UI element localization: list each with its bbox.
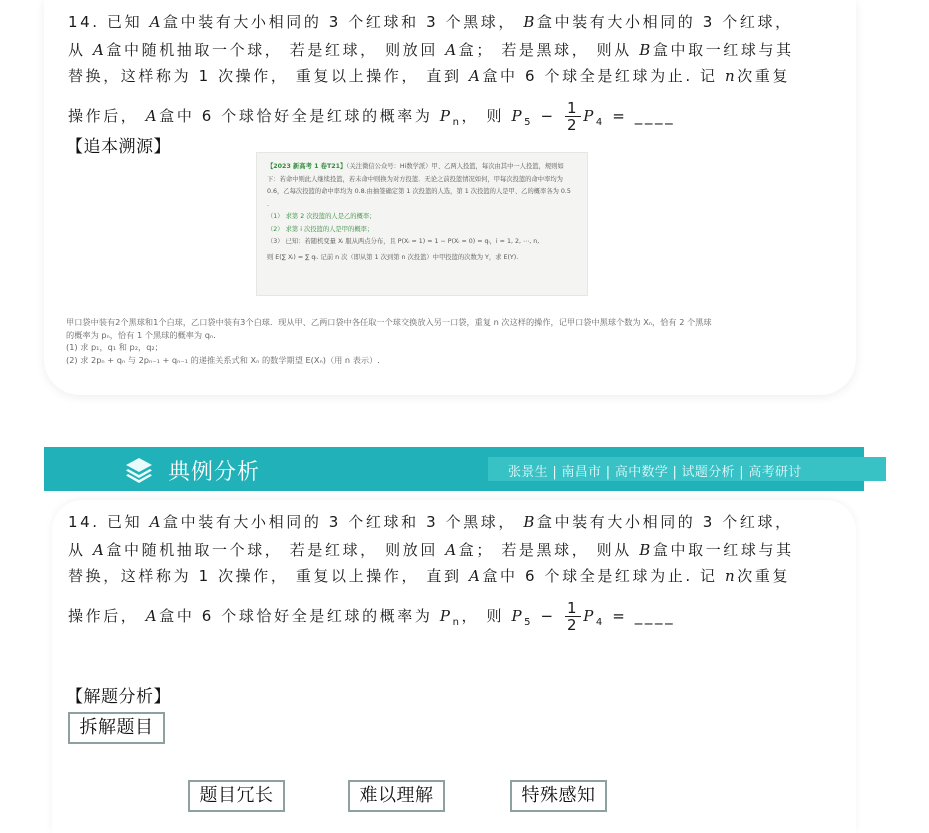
analysis-heading: 【解题分析】 [66, 687, 171, 707]
problem-line: 替换，这样称为 1 次操作， 重复以上操作， 直到 A盒中 6 个球全是红球为止. 记 n次重复 [68, 567, 791, 585]
problem-line: 操作后， A盒中 6 个球恰好全是红球的概率为 $P_n$， 则 $P_5$ − $\frac{1}{2}$ $P_4$ = ____ [68, 99, 676, 134]
problem-line: 14. 已知 A盒中装有大小相同的 3 个红球和 3 个黑球， B盒中装有大小相同的 3 个红球， [68, 13, 793, 31]
problem-line: 14. 已知 A盒中装有大小相同的 3 个红球和 3 个黑球， B盒中装有大小相同的 3 个红球， [68, 513, 793, 531]
banner-title: 典例分析 [168, 460, 261, 485]
stack-layers-icon [124, 455, 154, 485]
section-banner [44, 447, 864, 491]
problem-line: 从 A盒中随机抽取一个球， 若是红球， 则放回 A盒； 若是黑球， 则从 B盒中取一红球与其 [68, 41, 794, 59]
source-heading: 【追本溯源】 [66, 137, 171, 157]
problem-line: 从 A盒中随机抽取一个球， 若是红球， 则放回 A盒； 若是黑球， 则从 B盒中取一红球与其 [68, 541, 794, 559]
related-problem: 甲口袋中装有2个黑球和1个白球，乙口袋中装有3个白球．现从甲、乙两口袋中各任取一个球交换放入另一口袋，重复 n 次这样的操作，记甲口袋中黑球个数为 Xₙ，恰有 2 个黑球 的概率为 pₙ，恰有 1 个黑球的概率为 qₙ. (1) 求 p₁，q₁ 和 p₂，q₂； (2) 求 2pₙ + qₙ 与 2pₙ₋₁ + qₙ₋₁ 的递推关系式和 Xₙ 的数学期望 E(Xₙ)（用 n 表示）. [66, 317, 712, 365]
fraction: $\frac{1}{2}$ [567, 599, 580, 634]
breakdown-box: 拆解题目 [68, 712, 165, 744]
fraction: $\frac{1}{2}$ [567, 99, 580, 134]
source-problem-image: 【2023 新高考 1 卷T21】（关注微信公众号：Hi数学派）甲、乙两人投篮，每次由其中一人投篮，规则如 下：若命中则此人继续投篮，若未命中则换为对方投篮．无论之前投篮情况如何，甲每次投篮的命中率均为 0.6，乙每次投篮的命中率均为 0.8.由抽签确定第 1 次投篮的人选，第 1 次投篮的人是甲、乙的概率各为 0.5 . （1） 求第 2 次投篮的人是乙的概率； （2） 求第 i 次投篮的人是甲的概率； （3） 已知：若随机变量 Xᵢ 服从两点分布，且 P(Xᵢ = 1) = 1 − P(Xᵢ = 0) = qᵢ，i = 1, 2, ⋯, n, 则 E(∑ Xᵢ) = ∑ qᵢ. 记前 n 次（即从第 1 次到第 n 次投篮）中甲投篮的次数为 Y，求 E(Y). [256, 152, 588, 296]
hard-to-understand-box: 难以理解 [348, 780, 445, 812]
problem-line: 操作后， A盒中 6 个球恰好全是红球的概率为 $P_n$， 则 $P_5$ − $\frac{1}{2}$ $P_4$ = ____ [68, 599, 676, 634]
long-problem-box: 题目冗长 [188, 780, 285, 812]
banner-subtitle: 张景生 | 南昌市 | 高中数学 | 试题分析 | 高考研讨 [508, 465, 802, 480]
problem-line: 替换，这样称为 1 次操作， 重复以上操作， 直到 A盒中 6 个球全是红球为止. 记 n次重复 [68, 67, 791, 85]
special-perception-box: 特殊感知 [510, 780, 607, 812]
